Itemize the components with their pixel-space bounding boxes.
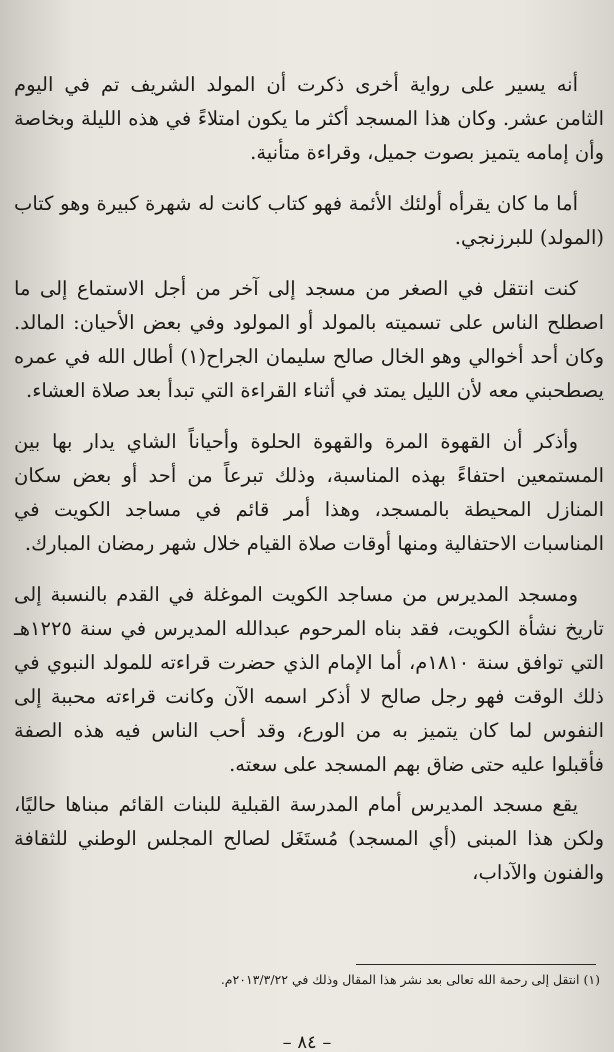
paragraph-6: يقع مسجد المديرس أمام المدرسة القبلية للبنات القائم مبناها حاليًا، ولكن هذا المبنى (أي المسجد) مُستَغَل لصالح المجلس الوطني للثقافة والفنون والآداب، (14, 793, 604, 884)
body-text (14, 68, 604, 907)
paragraph-4: وأذكر أن القهوة المرة والقهوة الحلوة وأحياناً الشاي يدار بها بين المستمعين احتفاءً بهذه المناسبة، وذلك تبرعاً من أحد أو بعض سكان المنازل المحيطة بالمسجد، وهذا أمر قائم في مساجد الكويت في المناسبات الاحتفالية ومنها أوقات صلاة القيام خلال شهر رمضان المبارك. (14, 430, 604, 555)
paragraph-2: أما ما كان يقرأه أولئك الأئمة فهو كتاب كانت له شهرة كبيرة وهو كتاب (المولد) للبرزنجي. (14, 192, 604, 249)
footnote-divider (356, 964, 596, 965)
footnote: (١) انتقل إلى رحمة الله تعالى بعد نشر هذا المقال وذلك في ٢٠١٣/٣/٢٢م. (220, 972, 600, 987)
paragraph-3: كنت انتقل في الصغر من مسجد إلى آخر من أجل الاستماع إلى ما اصطلح الناس على تسميته بالمولد أو المولود وفي بعض الأحيان: المالد. وكان أحد أخوالي وهو الخال صالح سليمان الجراح(١) أطال الله في عمره يصطحبني معه لأن الليل يمتد في أثناء القراءة التي تبدأ بعد صلاة العشاء. (14, 277, 604, 402)
paragraph-5: ومسجد المديرس من مساجد الكويت الموغلة في القدم بالنسبة إلى تاريخ نشأة الكويت، فقد بناه المرحوم عبدالله المديرس في سنة ١٢٢٥هـ التي توافق سنة ١٨١٠م، أما الإمام الذي حضرت قراءته للمولد النبوي في ذلك الوقت فهو رجل صالح لا أذكر اسمه الآن وكانت قراءته محببة إلى النفوس لما كان يتميز به من الورع، وقد أحب الناس فيه هذه الصفة فأقبلوا عليه حتى ضاق بهم المسجد على سعته. (14, 583, 604, 776)
paragraph-1: أنه يسير على رواية أخرى ذكرت أن المولد الشريف تم في اليوم الثامن عشر. وكان هذا المسجد أكثر ما يكون امتلاءً في هذه الليلة وبخاصة وأن إمامه يتميز بصوت جميل، وقراءة متأنية. (14, 73, 604, 164)
page-number: – ٨٤ – (282, 1032, 332, 1052)
